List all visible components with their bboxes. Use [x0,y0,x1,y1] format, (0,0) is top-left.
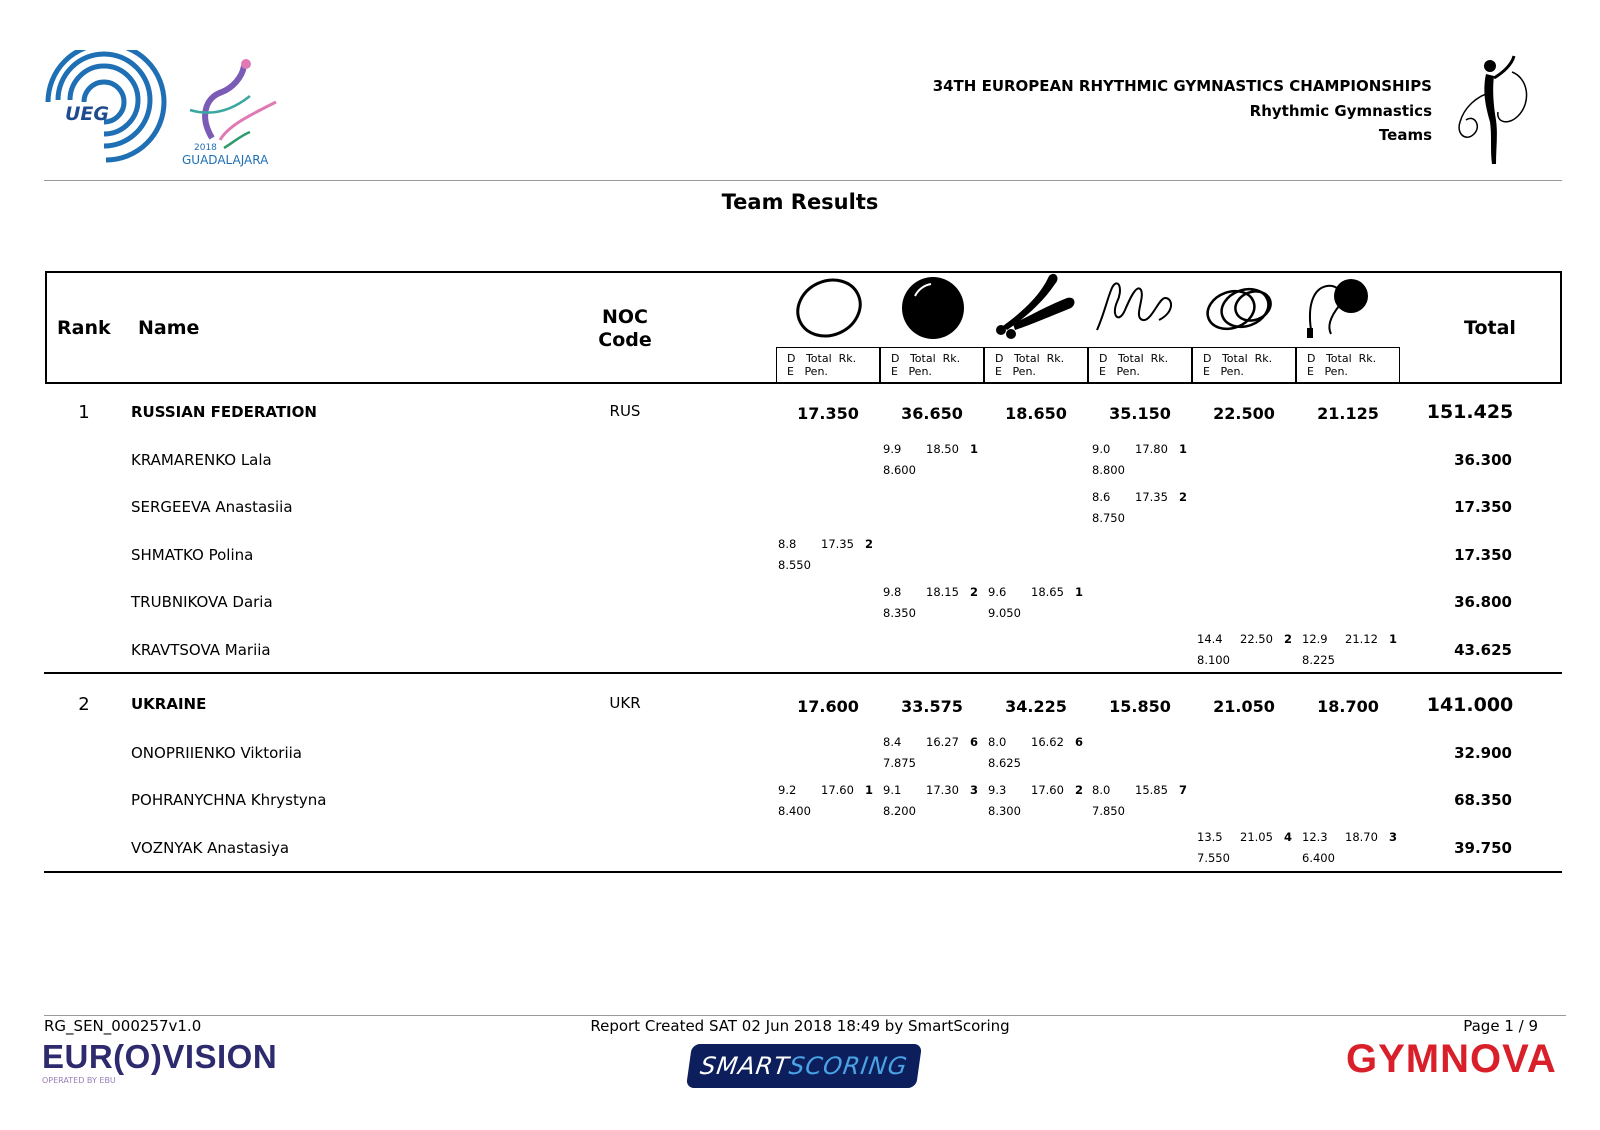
team-score-ball: 36.650 [901,404,963,423]
score-cell [883,585,987,625]
rank: 6 [970,735,979,749]
ribbon-icon [1089,272,1193,344]
gymnast-name: TRUBNIKOVA Daria [131,593,273,611]
gymnast-name: KRAVTSOVA Mariia [131,641,271,659]
score-cell [883,735,987,775]
gymnast-total: 17.350 [1454,498,1512,516]
subheader-line1: D Total Rk. [1099,352,1169,365]
gymnast-name: SERGEEVA Anastasiia [131,498,293,516]
subheader-line2: E Pen. [1307,365,1348,378]
team-score-hoop: 17.350 [797,404,859,423]
gymnast-total: 36.800 [1454,593,1512,611]
e-score: 8.200 [883,804,916,818]
rank: 1 [1179,442,1188,456]
total-score: 16.62 [1031,735,1064,749]
d-score: 14.4 [1197,632,1223,646]
team-divider [44,672,1562,674]
e-score: 6.400 [1302,851,1335,865]
total-score: 15.85 [1135,783,1168,797]
rank: 2 [1179,490,1188,504]
d-score: 9.6 [988,585,1007,599]
gymnova-logo: GYMNOVA [1346,1037,1557,1081]
ueg-logo [40,50,175,168]
score-cell [1092,783,1196,823]
smartscoring-scoring: SCORING [787,1052,910,1080]
subheader-line2: E Pen. [995,365,1036,378]
gymnast-total: 17.350 [1454,546,1512,564]
total-score: 21.12 [1345,632,1378,646]
d-score: 9.2 [778,783,797,797]
subheader-line1: D Total Rk. [1307,352,1377,365]
team-score-ball: 33.575 [901,697,963,716]
team-score-hoop-ribbon: 18.700 [1317,697,1379,716]
total-score: 17.60 [1031,783,1064,797]
ball-icon [881,272,985,344]
column-total: Total [1464,317,1516,339]
d-score: 9.1 [883,783,902,797]
team-score-hoop: 17.600 [797,697,859,716]
e-score: 7.850 [1092,804,1125,818]
team-score-ribbon: 15.850 [1109,697,1171,716]
e-score: 8.600 [883,463,916,477]
total-score: 21.05 [1240,830,1273,844]
subheader-ribbon [1088,347,1192,384]
total-score: 18.15 [926,585,959,599]
gymnast-name: SHMATKO Polina [131,546,254,564]
total-score: 18.65 [1031,585,1064,599]
e-score: 8.625 [988,756,1021,770]
page-title: Team Results [721,190,879,214]
e-score: 8.550 [778,558,811,572]
team-rank: 1 [78,402,90,423]
table-bottom-rule [44,871,1562,873]
total-score: 22.50 [1240,632,1273,646]
d-score: 9.8 [883,585,902,599]
score-cell [1092,442,1196,482]
hoop-icon [777,272,881,344]
rank: 2 [970,585,979,599]
rank: 3 [1389,830,1398,844]
gymnast-total: 32.900 [1454,744,1512,762]
host-year: 2018 [194,143,217,153]
score-cell [883,783,987,823]
e-score: 8.100 [1197,653,1230,667]
d-score: 9.9 [883,442,902,456]
team-score-clubs: 18.650 [1005,404,1067,423]
team-score-clubs: 34.225 [1005,697,1067,716]
e-score: 8.300 [988,804,1021,818]
total-score: 17.60 [821,783,854,797]
subheader-clubs [984,347,1088,384]
d-score: 8.0 [1092,783,1111,797]
score-cell [778,783,882,823]
rank: 3 [970,783,979,797]
hoop-ribbon-icon [1297,272,1401,344]
rank: 1 [1389,632,1398,646]
event-header [933,74,1432,148]
e-score: 8.350 [883,606,916,620]
d-score: 9.3 [988,783,1007,797]
subheader-line1: D Total Rk. [995,352,1065,365]
team-score-hoop-ribbon: 21.125 [1317,404,1379,423]
score-cell [1302,632,1406,672]
gymnast-name: POHRANYCHNA Khrystyna [131,791,327,809]
e-score: 7.875 [883,756,916,770]
event-title: 34TH EUROPEAN RHYTHMIC GYMNASTICS CHAMPIONSHIPS [932,77,1432,95]
team-rank: 2 [78,694,90,715]
team-name: RUSSIAN FEDERATION [131,403,317,421]
subheader-hoop-ribbon [1296,347,1400,384]
subheader-line2: E Pen. [1099,365,1140,378]
subheader-hoop [776,347,880,384]
eurovision-wordmark: EUR(O)VISION [42,1038,278,1075]
gymnast-total: 36.300 [1454,451,1512,469]
column-rank: Rank [57,317,111,339]
phase-title: Teams [1378,126,1432,144]
d-score: 8.8 [778,537,797,551]
team-score-hoop-ball: 21.050 [1213,697,1275,716]
team-score-ribbon: 35.150 [1109,404,1171,423]
column-noc-line1: NOC [602,306,648,328]
page-number: Page 1 / 9 [1463,1017,1538,1035]
score-cell [1197,830,1301,870]
d-score: 8.4 [883,735,902,749]
score-cell [988,585,1092,625]
team-noc: RUS [609,402,641,420]
gymnast-total: 43.625 [1454,641,1512,659]
score-cell [1092,490,1196,530]
hoop-ball-icon [1193,272,1297,344]
e-score: 7.550 [1197,851,1230,865]
d-score: 12.9 [1302,632,1328,646]
total-score: 16.27 [926,735,959,749]
footer-divider [44,1015,1566,1016]
team-total: 151.425 [1426,401,1514,423]
rank: 6 [1075,735,1084,749]
e-score: 9.050 [988,606,1021,620]
report-created: Report Created SAT 02 Jun 2018 18:49 by SmartScoring [590,1017,1010,1035]
subheader-line1: D Total Rk. [1203,352,1273,365]
total-score: 17.80 [1135,442,1168,456]
subheader-line2: E Pen. [1203,365,1244,378]
rank: 1 [1075,585,1084,599]
score-cell [988,735,1092,775]
column-name: Name [138,317,200,339]
e-score: 8.750 [1092,511,1125,525]
team-name: UKRAINE [131,695,207,713]
subheader-line2: E Pen. [787,365,828,378]
subheader-ball [880,347,984,384]
header-divider [44,180,1562,181]
gymnast-total: 39.750 [1454,839,1512,857]
ueg-logo-text: UEG [65,103,110,125]
subheader-line2: E Pen. [891,365,932,378]
score-cell [1302,830,1406,870]
doc-code: RG_SEN_000257v1.0 [44,1017,202,1035]
total-score: 18.70 [1345,830,1378,844]
rank: 7 [1179,783,1188,797]
subheader-line1: D Total Rk. [891,352,961,365]
subheader-line1: D Total Rk. [787,352,857,365]
score-cell [778,537,882,577]
smartscoring-smart: SMART [698,1052,792,1080]
guadalajara-logo [180,56,285,171]
score-cell [883,442,987,482]
e-score: 8.225 [1302,653,1335,667]
e-score: 8.800 [1092,463,1125,477]
gymnast-pictogram [1452,52,1534,168]
total-score: 18.50 [926,442,959,456]
team-total: 141.000 [1426,694,1514,716]
score-cell [1197,632,1301,672]
score-cell [988,783,1092,823]
team-noc: UKR [609,694,641,712]
column-noc [575,306,675,352]
d-score: 13.5 [1197,830,1223,844]
subheader-hoop-ball [1192,347,1296,384]
d-score: 8.0 [988,735,1007,749]
rank: 1 [970,442,979,456]
gymnast-name: ONOPRIIENKO Viktoriia [131,744,302,762]
host-city: GUADALAJARA [182,153,269,167]
rank: 4 [1284,830,1293,844]
team-score-hoop-ball: 22.500 [1213,404,1275,423]
e-score: 8.400 [778,804,811,818]
gymnast-name: KRAMARENKO Lala [131,451,272,469]
total-score: 17.30 [926,783,959,797]
rank: 1 [865,783,874,797]
gymnast-total: 68.350 [1454,791,1512,809]
rank: 2 [865,537,874,551]
smartscoring-logo [686,1044,922,1088]
column-noc-line2: Code [598,329,652,351]
eurovision-subtitle: OPERATED BY EBU [42,1076,116,1085]
rank: 2 [1284,632,1293,646]
rank: 2 [1075,783,1084,797]
total-score: 17.35 [821,537,854,551]
eurovision-logo [42,1040,277,1085]
total-score: 17.35 [1135,490,1168,504]
clubs-icon [985,272,1089,344]
d-score: 8.6 [1092,490,1111,504]
d-score: 9.0 [1092,442,1111,456]
d-score: 12.3 [1302,830,1328,844]
discipline-title: Rhythmic Gymnastics [1249,101,1432,120]
gymnast-name: VOZNYAK Anastasiya [131,839,290,857]
